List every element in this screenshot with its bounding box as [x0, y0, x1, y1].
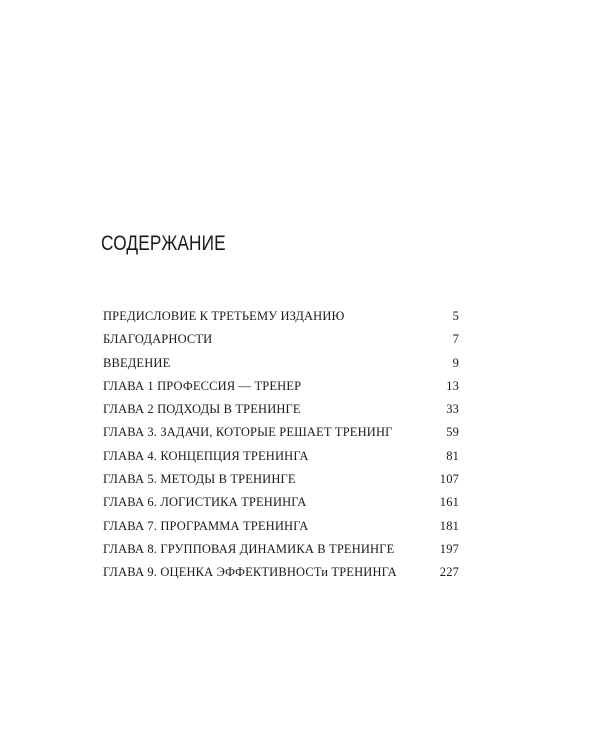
toc-entry-page-number: 81: [446, 448, 459, 463]
toc-entry-chapter-2: [103, 402, 459, 425]
toc-entry-title: ГЛАВА 6. ЛОГИСТИКА ТРЕНИНГА: [103, 495, 307, 510]
toc-entry-chapter-4: [103, 449, 459, 472]
toc-entry-title: ГЛАВА 7. ПРОГРАММА ТРЕНИНГА: [103, 518, 309, 533]
toc-entry-page-number: 181: [439, 518, 459, 533]
toc-entry-page-number: 13: [446, 378, 459, 393]
toc-entry-chapter-6: [103, 495, 459, 518]
toc-entry-title: ГЛАВА 1 ПРОФЕССИЯ — ТРЕНЕР: [103, 378, 302, 393]
toc-entry-introduction: [103, 356, 459, 379]
toc-entry-page-number: 59: [446, 425, 459, 440]
toc-entry-chapter-7: [103, 519, 459, 542]
toc-entry-page-number: 9: [452, 355, 459, 370]
toc-entry-page-number: 5: [452, 309, 459, 323]
toc-entry-acknowledgements: [103, 332, 459, 355]
toc-entry-chapter-9: [103, 565, 459, 588]
toc-entry-title: ГЛАВА 8. ГРУППОВАЯ ДИНАМИКА В ТРЕНИНГЕ: [103, 541, 395, 556]
page-title: СОДЕРЖАНИЕ: [101, 232, 226, 255]
toc-entry-title: ГЛАВА 3. ЗАДАЧИ, КОТОРЫЕ РЕШАЕТ ТРЕНИНГ: [103, 425, 393, 440]
toc-entry-title: ПРЕДИСЛОВИЕ К ТРЕТЬЕМУ ИЗДАНИЮ: [103, 309, 345, 323]
toc-entry-title: ВВЕДЕНИЕ: [103, 355, 171, 370]
toc-entry-page-number: 33: [446, 402, 459, 417]
toc-entry-page-number: 197: [439, 541, 459, 556]
toc-entry-chapter-5: [103, 472, 459, 495]
toc-entry-title: БЛАГОДАРНОСТИ: [103, 332, 213, 347]
toc-entry-title: ГЛАВА 4. КОНЦЕПЦИЯ ТРЕНИНГА: [103, 448, 309, 463]
toc-entry-title: ГЛАВА 9. ОЦЕНКА ЭФФЕКТИВНОСТи ТРЕНИНГА: [103, 565, 397, 580]
toc-entry-chapter-8: [103, 542, 459, 565]
toc-entry-page-number: 161: [439, 495, 459, 510]
toc-entry-chapter-1: [103, 379, 459, 402]
toc-entry-page-number: 107: [439, 472, 459, 487]
toc-entry-chapter-3: [103, 425, 459, 448]
toc-entry-page-number: 227: [439, 565, 459, 580]
table-of-contents: [103, 309, 459, 589]
toc-entry-page-number: 7: [452, 332, 459, 347]
toc-entry-title: ГЛАВА 2 ПОДХОДЫ В ТРЕНИНГЕ: [103, 402, 301, 417]
toc-entry-title: ГЛАВА 5. МЕТОДЫ В ТРЕНИНГЕ: [103, 472, 296, 487]
toc-entry-preface: [103, 309, 459, 332]
